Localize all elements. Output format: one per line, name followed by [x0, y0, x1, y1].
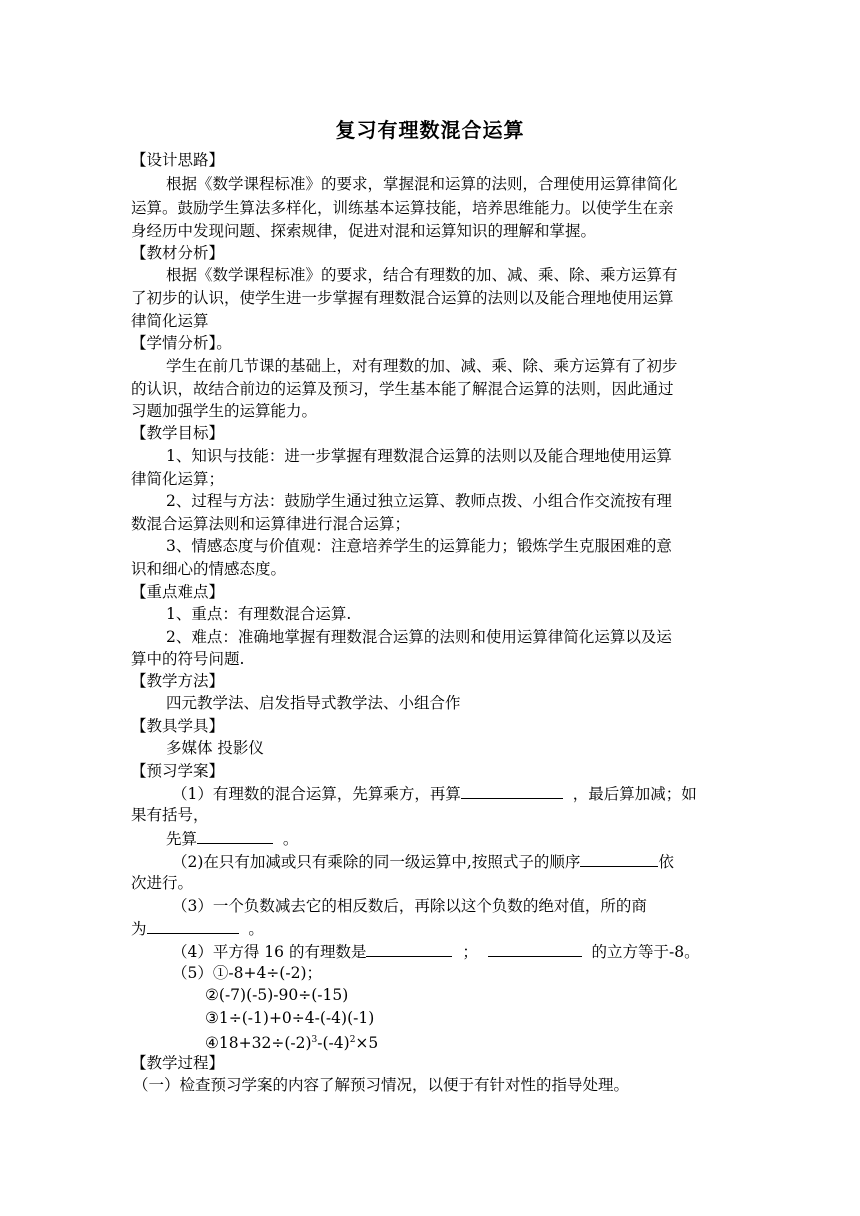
preview-q1-line1 [172, 782, 697, 805]
preview-q4-text-b: ； [462, 943, 478, 961]
heading-process: 【教学过程】 [131, 1054, 225, 1072]
preview-q1-text-d: 先算 [166, 830, 198, 848]
preview-q4-text-c: 的立方等于-8。 [591, 943, 700, 961]
material-line-3: 律简化运算 [131, 312, 209, 330]
preview-q1-text-b: ，最后算加减；如 [572, 785, 697, 803]
fill-blank-2[interactable] [197, 827, 273, 844]
design-line-3: 身经历中发现问题、探索规律，促进对混和运算知识的理解和掌握。 [131, 222, 597, 240]
goals-line-5: 3、情感态度与价值观：注意培养学生的运算能力；锻炼学生克服困难的意 [166, 537, 672, 555]
goals-line-3: 2、过程与方法：鼓励学生通过独立运算、教师点拨、小组合作交流按有理 [166, 492, 672, 510]
preview-q2-text-b: 依 [658, 853, 674, 871]
goals-line-2: 律简化运算； [131, 470, 225, 488]
heading-material: 【教材分析】 [131, 244, 225, 262]
preview-q5-line2: ②(-7)(-5)-90÷(-15) [205, 986, 349, 1004]
heading-design: 【设计思路】 [131, 151, 225, 169]
preview-q2-line2: 次进行。 [131, 874, 194, 892]
fill-blank-1[interactable] [461, 782, 563, 799]
preview-q5-line1: （5）①-8+4÷(-2)； [172, 964, 322, 982]
process-line-1: （一）检查预习学案的内容了解预习情况，以便于有针对性的指导处理。 [133, 1076, 630, 1094]
q5d-part1: ④18+32÷(-2) [205, 1034, 312, 1053]
heading-preview: 【预习学案】 [131, 762, 225, 780]
key-line-3: 算中的符号问题. [131, 650, 245, 668]
preview-q5-line3: ③1÷(-1)+0÷4-(-4)(-1) [205, 1009, 375, 1027]
key-line-1: 1、重点：有理数混合运算. [166, 605, 352, 623]
preview-q3-line1: （3）一个负数减去它的相反数后，再除以这个负数的绝对值，所的商 [172, 897, 647, 915]
students-line-2: 的认识，故结合前边的运算及预习，学生基本能了解混合运算的法则，因此通过 [131, 380, 674, 398]
document-title: 复习有理数混合运算 [335, 118, 525, 142]
fill-blank-4[interactable] [147, 917, 239, 934]
preview-q1-line2: 果有括号， [131, 806, 209, 824]
preview-q4-text-a: （4）平方得 16 的有理数是 [172, 943, 367, 961]
preview-q3-text-b: 为 [131, 920, 147, 938]
preview-q1-text-a: （1）有理数的混合运算，先算乘方，再算 [172, 785, 461, 803]
heading-goals: 【教学目标】 [131, 424, 225, 442]
q5d-exponent-1: 3 [311, 1035, 318, 1045]
heading-key: 【重点难点】 [131, 583, 225, 601]
q5d-part3: ×5 [355, 1034, 379, 1053]
preview-q2-line1 [172, 850, 674, 873]
tools-line-1: 多媒体 投影仪 [166, 739, 264, 757]
material-line-1: 根据《数学课程标准》的要求，结合有理数的加、减、乘、除、乘方运算有 [166, 266, 678, 284]
preview-q3-line2 [131, 917, 264, 940]
q5d-exponent-2: 2 [349, 1035, 356, 1045]
heading-method: 【教学方法】 [131, 672, 225, 690]
key-line-2: 2、难点：准确地掌握有理数混合运算的法则和使用运算律简化运算以及运 [166, 628, 672, 646]
heading-students: 【学情分析】。 [131, 334, 232, 352]
fill-blank-5[interactable] [366, 940, 452, 957]
preview-q5-line4 [205, 1029, 378, 1054]
students-line-3: 习题加强学生的运算能力。 [131, 402, 318, 420]
preview-q4-line [172, 940, 700, 963]
q5d-part2: -(-4) [317, 1034, 350, 1053]
fill-blank-6[interactable] [488, 940, 582, 957]
preview-q2-text-a: （2)在只有加减或只有乘除的同一级运算中,按照式子的顺序 [172, 853, 581, 871]
preview-q1-text-e: 。 [282, 830, 299, 848]
fill-blank-3[interactable] [580, 850, 658, 867]
method-line-1: 四元教学法、启发指导式教学法、小组合作 [166, 694, 461, 712]
goals-line-6: 识和细心的情感态度。 [131, 560, 287, 578]
heading-tools: 【教具学具】 [131, 717, 225, 735]
students-line-1: 学生在前几节课的基础上，对有理数的加、减、乘、除、乘方运算有了初步 [166, 357, 678, 375]
design-line-1: 根据《数学课程标准》的要求，掌握混和运算的法则，合理使用运算律简化 [166, 175, 678, 193]
design-line-2: 运算。鼓励学生算法多样化，训练基本运算技能，培养思维能力。以使学生在亲 [131, 199, 674, 217]
preview-q3-text-c: 。 [248, 920, 264, 938]
material-line-2: 了初步的认识，使学生进一步掌握有理数混合运算的法则以及能合理地使用运算 [131, 289, 674, 307]
goals-line-4: 数混合运算法则和运算律进行混合运算； [131, 515, 411, 533]
goals-line-1: 1、知识与技能：进一步掌握有理数混合运算的法则以及能合理地使用运算 [166, 447, 672, 465]
preview-q1-line3 [166, 827, 298, 850]
